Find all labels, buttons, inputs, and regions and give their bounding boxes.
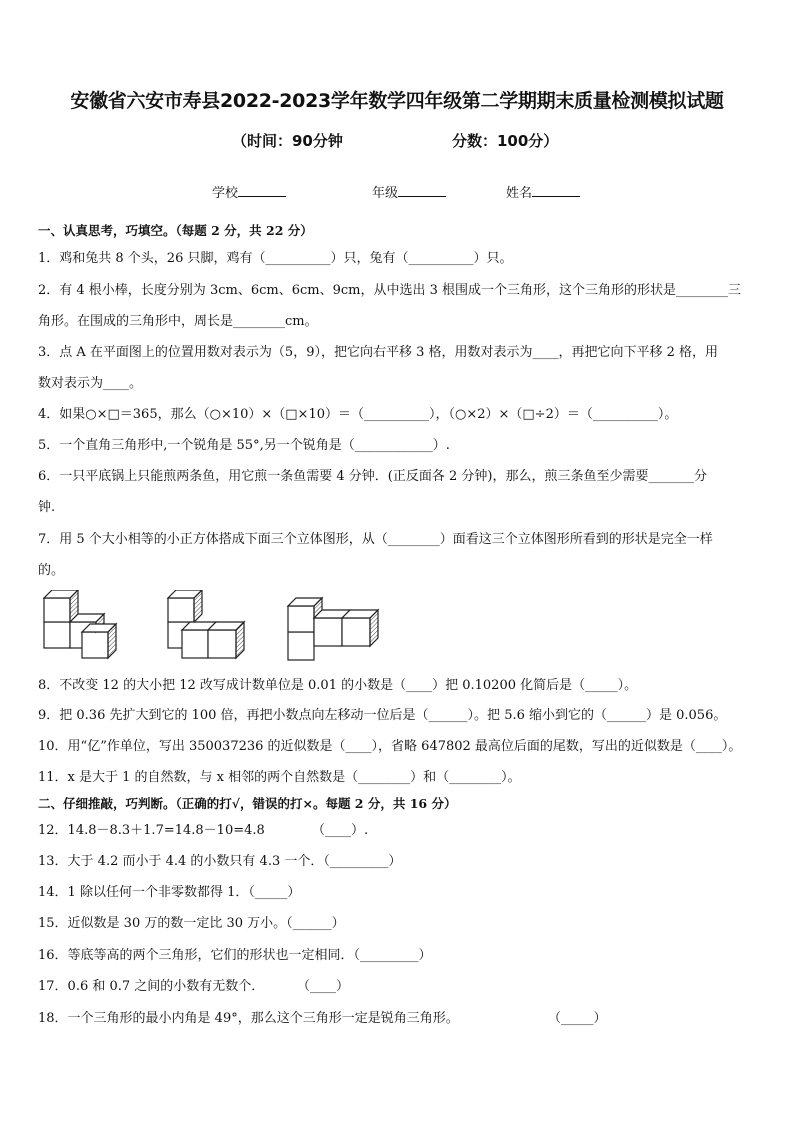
- grade-blank[interactable]: [398, 184, 446, 197]
- school-label: 学校: [212, 186, 239, 201]
- question-18-answer: （_____）: [548, 1011, 607, 1026]
- question-18: 18．一个三角形的最小内角是 49°，那么这个三角形一定是锐角三角形。: [38, 1011, 459, 1026]
- question-17: 17．0.6 和 0.7 之间的小数有无数个．: [38, 979, 265, 994]
- question-9: 9．把 0.36 先扩大到它的 100 倍，再把小数点向左移动一位后是（______）。把 5.6 缩小到它的（______）是 0.056。: [38, 708, 727, 723]
- question-1: 1．鸡和兔共 8 个头，26 只脚，鸡有（__________）只，兔有（__________）只。: [38, 251, 513, 266]
- name-label: 姓名: [506, 186, 533, 201]
- school-field: [212, 182, 286, 201]
- question-5: 5．一个直角三角形中,一个锐角是 55°,另一个锐角是（____________）.: [38, 438, 450, 453]
- score-label: 分数：100分）: [452, 132, 559, 150]
- question-12-answer: （____）.: [312, 823, 369, 838]
- question-6-line1: 6．一只平底锅上只能煎两条鱼，用它煎一条鱼需要 4 分钟．(正反面各 2 分钟)，那么，煎三条鱼至少需要_______分: [38, 469, 707, 484]
- name-field: [506, 182, 580, 201]
- question-3-line2: 数对表示为____。: [38, 376, 143, 391]
- time-label: （时间：90分钟: [232, 132, 343, 150]
- question-13: 13．大于 4.2 而小于 4.4 的小数只有 4.3 一个．（_________）: [38, 854, 402, 869]
- section2-heading: 二、仔细推敲，巧判断。（正确的打√，错误的打×。每题 2 分，共 16 分）: [38, 796, 457, 811]
- grade-label: 年级: [372, 186, 399, 201]
- question-7-line2: 的。: [38, 563, 65, 578]
- school-blank[interactable]: [238, 184, 286, 197]
- question-4: 4．如果○×□＝365，那么（○×10）×（□×10）＝（__________），（○×2）×（□÷2）＝（__________）。: [38, 407, 678, 422]
- question-2-line2: 角形。在围成的三角形中，周长是________cm。: [38, 314, 318, 329]
- question-16: 16．等底等高的两个三角形，它们的形状也一定相同．（_________）: [38, 948, 432, 963]
- grade-field: [372, 182, 446, 201]
- question-14: 14．1 除以任何一个非零数都得 1．（_____）: [38, 885, 301, 900]
- question-6-line2: 钟.: [38, 500, 56, 515]
- question-17-answer: （____）: [297, 979, 350, 994]
- question-7-line1: 7．用 5 个大小相等的小正方体搭成下面三个立体图形，从（________）面看这三个立体图形所看到的形状是完全一样: [38, 532, 713, 547]
- question-8: 8．不改变 12 的大小把 12 改写成计数单位是 0.01 的小数是（____）把 0.10200 化简后是（_____）。: [38, 678, 638, 693]
- question-10: 10．用“亿”作单位，写出 350037236 的近似数是（____），省略 647802 最高位后面的尾数，写出的近似数是（____）。: [38, 739, 742, 754]
- figure-2: [168, 590, 244, 658]
- figure-1: [44, 590, 116, 658]
- question-12: 12．14.8－8.3＋1.7=14.8－10=4.8: [38, 823, 265, 838]
- figure-3: [288, 598, 378, 660]
- question-15: 15．近似数是 30 万的数一定比 30 万小。（______）: [38, 916, 345, 931]
- section1-heading: 一、认真思考，巧填空。（每题 2 分，共 22 分）: [38, 223, 313, 238]
- cube-figures-icon: [38, 590, 398, 670]
- question-2-line1: 2．有 4 根小棒，长度分别为 3cm、6cm、6cm、9cm，从中选出 3 根围成一个三角形，这个三角形的形状是________三: [38, 283, 741, 298]
- question-3-line1: 3．点 A 在平面图上的位置用数对表示为（5，9），把它向右平移 3 格，用数对表示为____，再把它向下平移 2 格，用: [38, 345, 719, 360]
- question-11: 11．x 是大于 1 的自然数，与 x 相邻的两个自然数是（________）和（________）。: [38, 770, 521, 785]
- page-title: 安徽省六安市寿县2022-2023学年数学四年级第二学期期末质量检测模拟试题: [70, 90, 724, 112]
- name-blank[interactable]: [532, 184, 580, 197]
